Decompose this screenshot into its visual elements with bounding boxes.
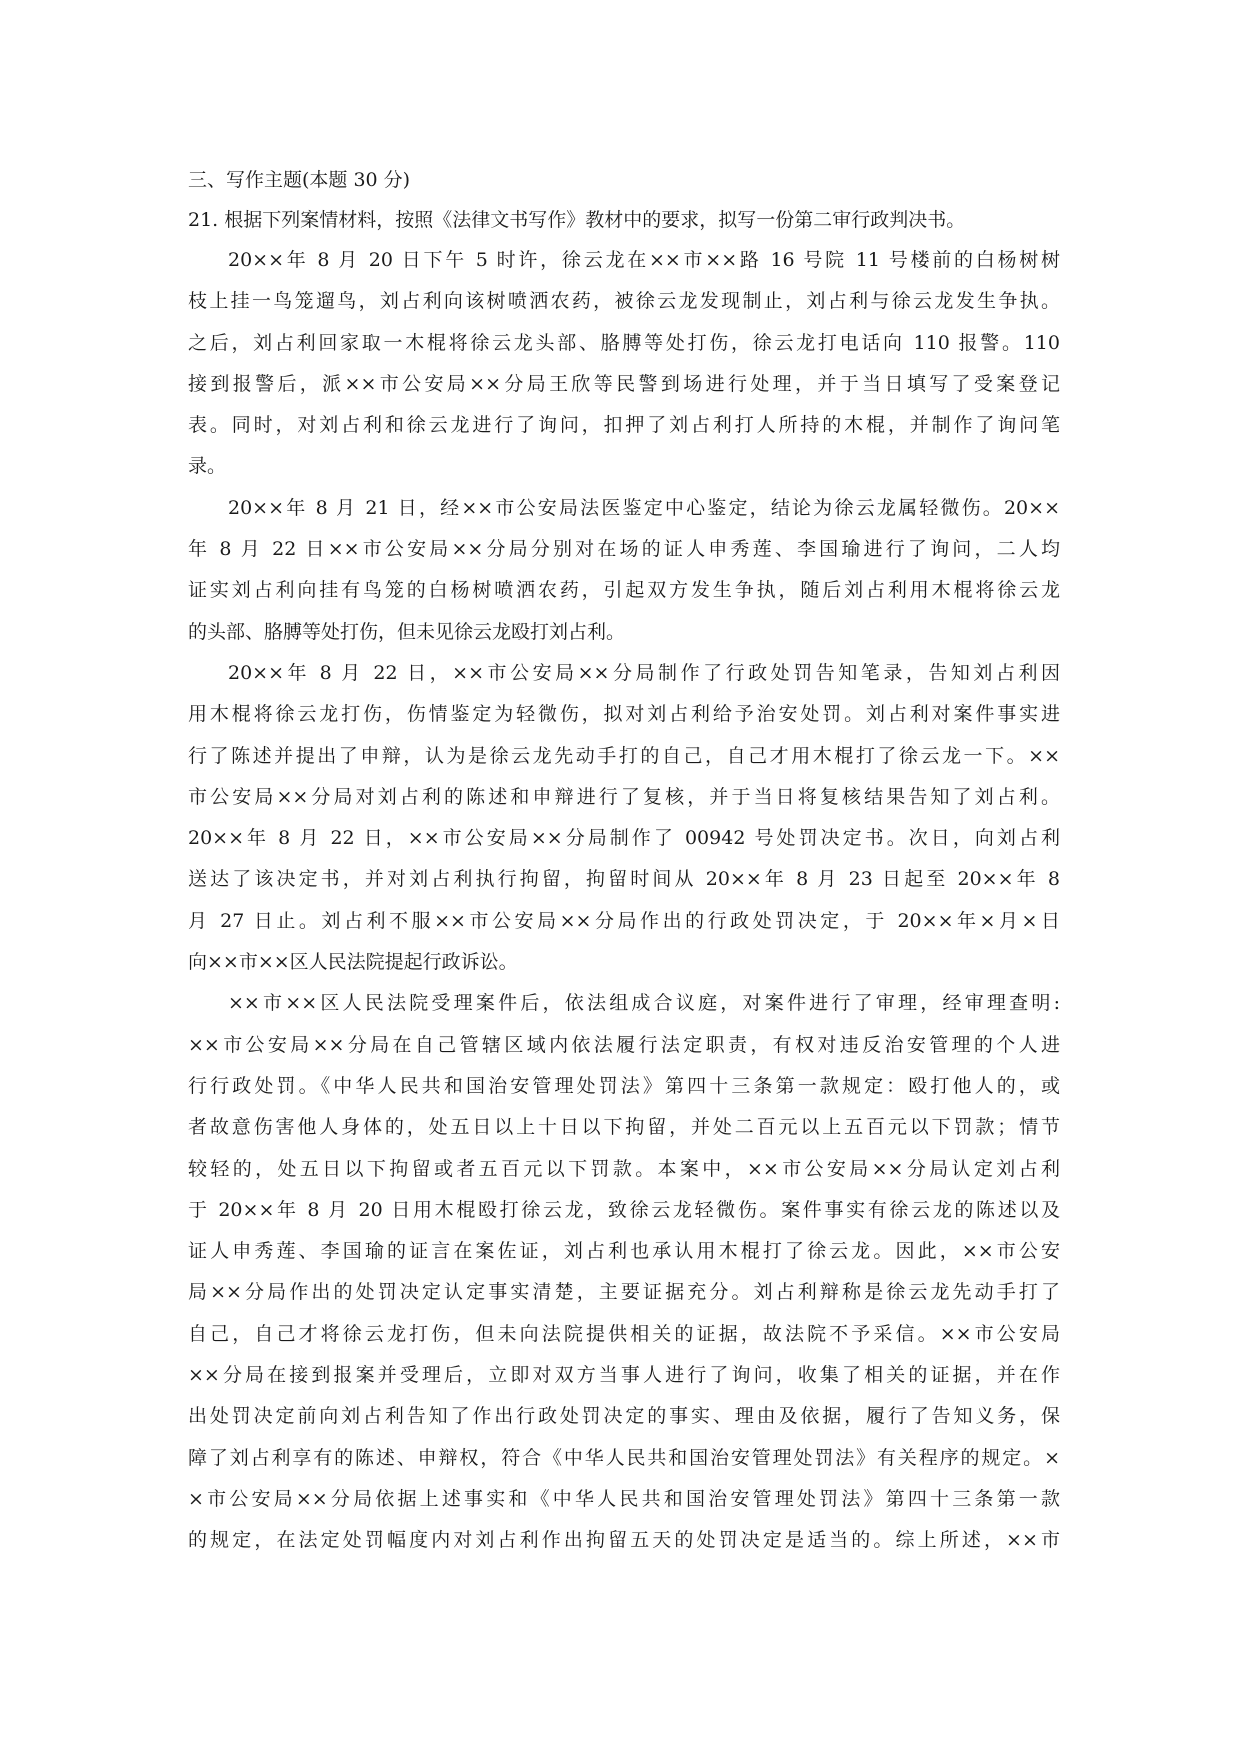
text-line: 接到报警后，派××市公安局××分局王欣等民警到场进行处理，并于当日填写了受案登记 [188,372,1060,395]
text-line: 20××年 8 月 21 日，经××市公安局法医鉴定中心鉴定，结论为徐云龙属轻微伤。20×× [228,496,1060,519]
text-line: 录。 [188,455,227,478]
text-line: ×市公安局××分局依据上述事实和《中华人民共和国治安管理处罚法》第四十三条第一款 [188,1487,1060,1510]
case-paragraph-4 [188,983,1060,1561]
case-paragraph-1 [188,240,1060,488]
text-line: 20××年 8 月 20 日下午 5 时许，徐云龙在××市××路 16 号院 11 号楼前的白杨树树 [228,249,1060,271]
text-line: 年 8 月 22 日××市公安局××分局分别对在场的证人申秀莲、李国瑜进行了询问，二人均 [188,538,1060,561]
text-line: 自己，自己才将徐云龙打伤，但未向法院提供相关的证据，故法院不予采信。××市公安局 [188,1322,1060,1345]
text-line: 于 20××年 8 月 20 日用木棍殴打徐云龙，致徐云龙轻微伤。案件事实有徐云龙的陈述以及 [188,1198,1060,1221]
text-line: 枝上挂一鸟笼遛鸟，刘占利向该树喷洒农药，被徐云龙发现制止，刘占利与徐云龙发生争执。 [188,290,1060,313]
document-page [188,160,1060,1562]
text-line: 较轻的，处五日以下拘留或者五百元以下罚款。本案中，××市公安局××分局认定刘占利 [188,1157,1060,1180]
text-line: 之后，刘占利回家取一木棍将徐云龙头部、胳膊等处打伤，徐云龙打电话向 110 报警。110 [188,331,1060,354]
text-line: 行了陈述并提出了申辩，认为是徐云龙先动手打的自己，自己才用木棍打了徐云龙一下。×× [188,744,1060,767]
text-line: ××分局在接到报案并受理后，立即对双方当事人进行了询问，收集了相关的证据，并在作 [188,1364,1060,1387]
text-line: 用木棍将徐云龙打伤，伤情鉴定为轻微伤，拟对刘占利给予治安处罚。刘占利对案件事实进 [188,703,1060,726]
text-line: ××市××区人民法院受理案件后，依法组成合议庭，对案件进行了审理，经审理查明: [228,992,1060,1015]
question-prompt: 21. 根据下列案情材料，按照《法律文书写作》教材中的要求，拟写一份第二审行政判决书。 [188,209,966,231]
text-line: 行行政处罚。《中华人民共和国治安管理处罚法》第四十三条第一款规定：殴打他人的，或 [188,1074,1060,1097]
text-line: 20××年 8 月 22 日，××市公安局××分局制作了 00942 号处罚决定书。次日，向刘占利 [188,827,1060,850]
text-line: 局××分局作出的处罚决定认定事实清楚，主要证据充分。刘占利辩称是徐云龙先动手打了 [188,1281,1060,1304]
text-line: 送达了该决定书，并对刘占利执行拘留，拘留时间从 20××年 8 月 23 日起至 20××年 8 [188,868,1060,891]
case-paragraph-2 [188,488,1060,653]
text-line: 市公安局××分局对刘占利的陈述和申辩进行了复核，并于当日将复核结果告知了刘占利。 [188,785,1060,808]
text-line: 表。同时，对刘占利和徐云龙进行了询问，扣押了刘占利打人所持的木棍，并制作了询问笔 [188,414,1060,437]
text-line: ××市公安局××分局在自己管辖区域内依法履行法定职责，有权对违反治安管理的个人进 [188,1033,1060,1056]
text-line: 向××市××区人民法院提起行政诉讼。 [188,951,518,974]
text-line: 障了刘占利享有的陈述、申辩权，符合《中华人民共和国治安管理处罚法》有关程序的规定。× [188,1446,1060,1469]
text-line: 的头部、胳膊等处打伤，但未见徐云龙殴打刘占利。 [188,620,626,643]
text-line: 者故意伤害他人身体的，处五日以上十日以下拘留，并处二百元以上五百元以下罚款；情节 [188,1116,1060,1139]
text-line: 20××年 8 月 22 日，××市公安局××分局制作了行政处罚告知笔录，告知刘占利因 [228,661,1060,684]
case-paragraph-3 [188,653,1060,983]
text-line: 证实刘占利向挂有鸟笼的白杨树喷洒农药，引起双方发生争执，随后刘占利用木棍将徐云龙 [188,579,1060,602]
text-line: 月 27 日止。刘占利不服××市公安局××分局作出的行政处罚决定，于 20××年×月×日 [188,909,1060,932]
text-line: 出处罚决定前向刘占利告知了作出行政处罚决定的事实、理由及依据，履行了告知义务，保 [188,1405,1060,1428]
section-title: 三、写作主题(本题 30 分) [188,169,411,191]
text-line: 证人申秀莲、李国瑜的证言在案佐证，刘占利也承认用木棍打了徐云龙。因此，××市公安 [188,1240,1060,1263]
text-line: 的规定，在法定处罚幅度内对刘占利作出拘留五天的处罚决定是适当的。综上所述，××市 [188,1529,1060,1552]
